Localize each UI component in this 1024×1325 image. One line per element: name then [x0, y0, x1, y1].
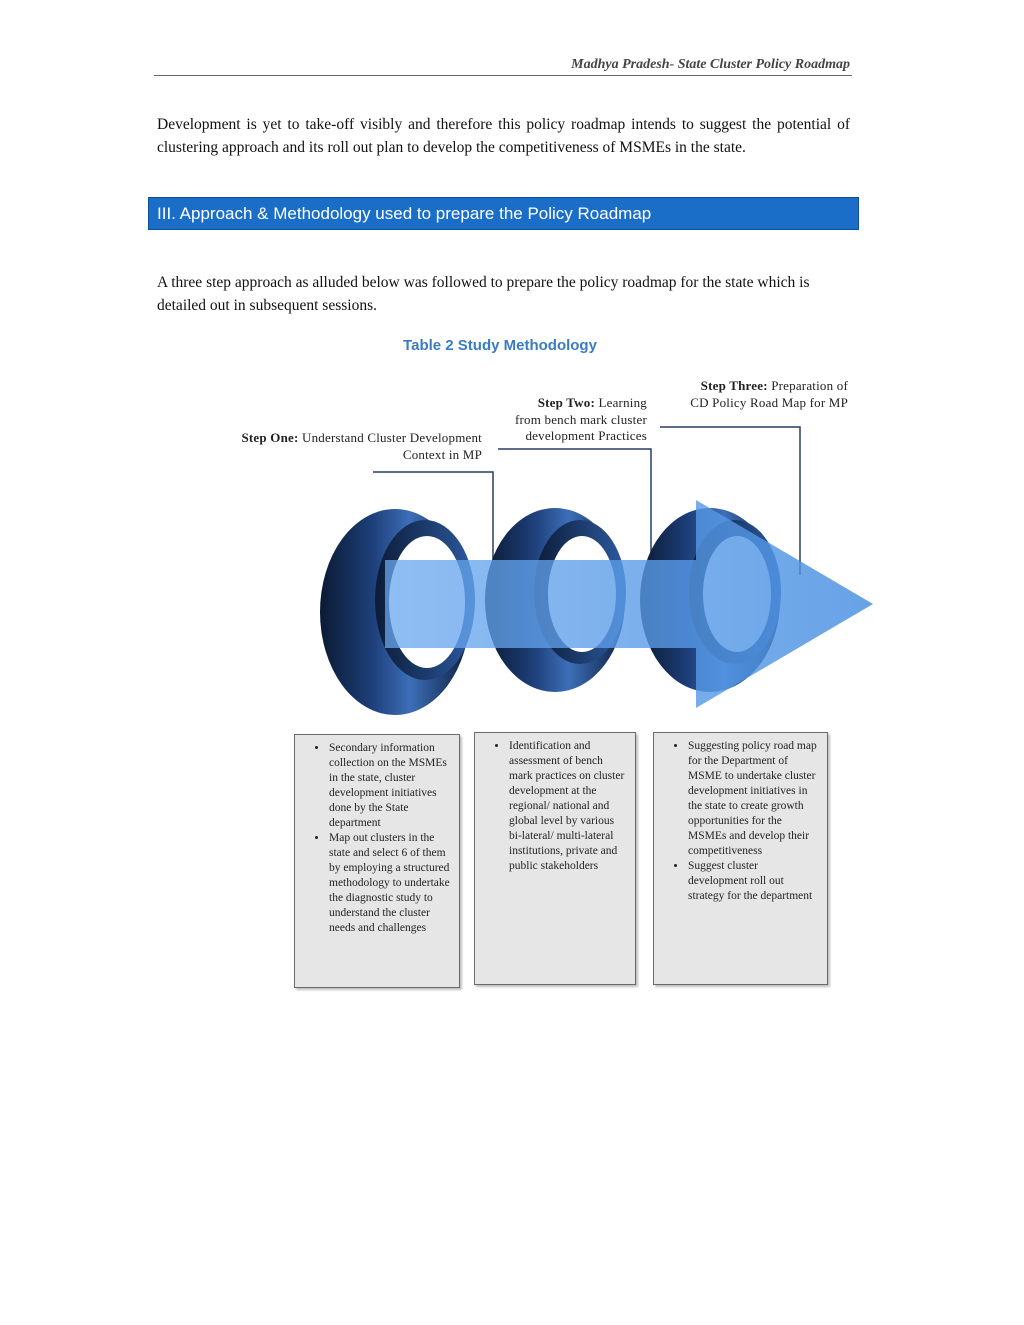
list-item: • Suggest cluster development roll out strategy for the department [687, 859, 819, 904]
running-header: Madhya Pradesh- State Cluster Policy Roadmap [571, 57, 850, 72]
section-heading: III. Approach & Methodology used to prepare the Policy Roadmap [157, 204, 652, 223]
step-two-text-3: development Practices [525, 428, 647, 443]
table-caption: Table 2 Study Methodology [403, 337, 597, 354]
step-three-text: Preparation of [771, 378, 848, 393]
list-item: • Secondary information collection on the MSMEs in the state, cluster development initiatives done by the State department [328, 741, 451, 831]
step-one-text-2: Context in MP [402, 446, 482, 462]
step-one-text: Understand Cluster Development [301, 430, 482, 445]
step-three-label [650, 378, 848, 411]
step-three-text-2: CD Policy Road Map for MP [690, 394, 848, 410]
step-one-label [160, 430, 482, 463]
step-one-box [294, 734, 460, 988]
step-one-title: Step One: [241, 430, 299, 445]
list-item: • Suggesting policy road map for the Department of MSME to undertake cluster development initiatives in the state to create growth opportunities for the MSMEs and develop their competitiveness [687, 739, 819, 859]
approach-paragraph: A three step approach as alluded below was followed to prepare the policy roadmap for the state which is detailed out in subsequent sessions. [157, 274, 810, 314]
step-three-title: Step Three: [700, 378, 768, 393]
list-item: • Identification and assessment of bench mark practices on cluster development at the regional/ national and global level by various bi-lateral/ multi-lateral institutions, private and public stakeholders [508, 739, 627, 874]
list-item: • Map out clusters in the state and select 6 of them by employing a structured methodology to undertake the diagnostic study to understand the cluster needs and challenges [328, 831, 451, 936]
step-two-title: Step Two: [537, 395, 596, 410]
step-two-text-2: from bench mark cluster [514, 411, 647, 427]
step-two-box [474, 732, 636, 985]
intro-paragraph: Development is yet to take-off visibly and therefore this policy roadmap intends to suggest the potential of clustering approach and its roll out plan to develop the competitiveness of MSMEs in the state. [157, 116, 850, 156]
step-two-label [470, 395, 647, 445]
step-two-text: Learning [598, 395, 647, 410]
step-three-box [653, 732, 828, 985]
